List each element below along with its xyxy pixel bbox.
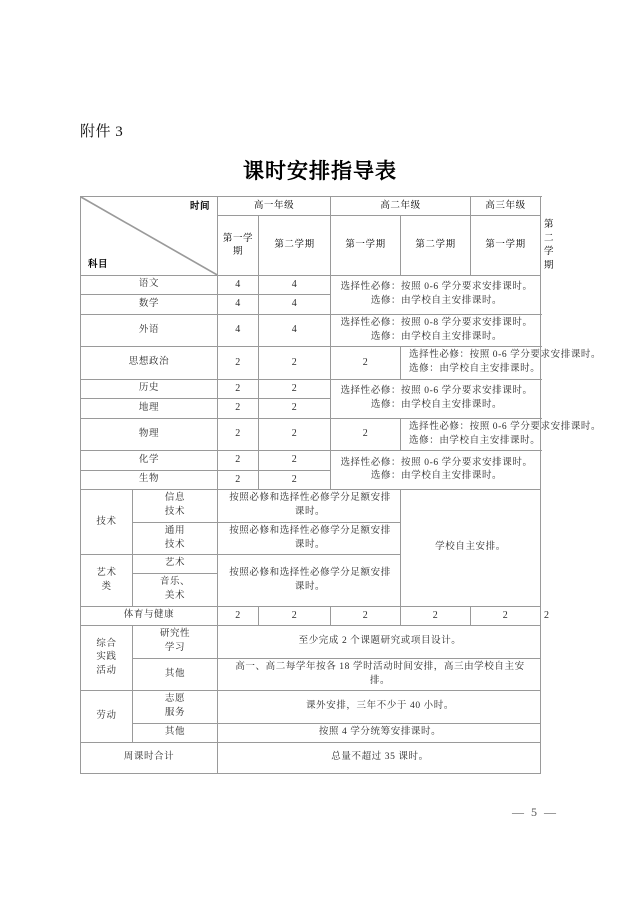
chemistry-g1t1: 2 bbox=[218, 451, 259, 471]
biology-g1t1: 2 bbox=[218, 470, 259, 490]
history-geography-note bbox=[331, 379, 541, 418]
note-line-1: 选择性必修：按照 0-6 学分要求安排课时。 bbox=[409, 350, 602, 361]
term-header-g1t2: 第二学期 bbox=[259, 215, 331, 275]
subject-math: 数学 bbox=[81, 295, 218, 315]
term-header-g3t1: 第一学期 bbox=[471, 215, 541, 275]
politics-g1t1: 2 bbox=[218, 347, 259, 380]
note-line-1: 选择性必修：按照 0-6 学分要求安排课时。 bbox=[409, 421, 602, 432]
physics-g1t1: 2 bbox=[218, 418, 259, 451]
pe-g2t2: 2 bbox=[401, 606, 471, 626]
history-g1t2: 2 bbox=[259, 379, 331, 399]
politics-note bbox=[401, 347, 602, 380]
subject-weekly-total: 周课时合计 bbox=[81, 742, 218, 773]
subject-chinese: 语文 bbox=[81, 275, 218, 295]
note-line-2: 选修：由学校自主安排课时。 bbox=[370, 331, 503, 342]
general-technology-note: 按照必修和选择性必修学分足额安排课时。 bbox=[218, 522, 401, 555]
geography-g1t2: 2 bbox=[259, 399, 331, 419]
table-row bbox=[81, 626, 541, 659]
subject-physics: 物理 bbox=[81, 418, 218, 451]
group-comprehensive-practice: 综合 实践 活动 bbox=[81, 626, 133, 691]
table-row: 体育与健康 2 2 2 2 2 2 bbox=[81, 606, 541, 626]
information-technology-note: 按照必修和选择性必修学分足额安排课时。 bbox=[218, 490, 401, 523]
chinese-math-note bbox=[331, 275, 541, 314]
biology-g1t2: 2 bbox=[259, 470, 331, 490]
table-row bbox=[81, 314, 541, 347]
pe-g3t1: 2 bbox=[471, 606, 541, 626]
note-line-2: 选修：由学校自主安排课时。 bbox=[409, 364, 541, 375]
subject-music-fineart: 音乐、 美术 bbox=[133, 574, 218, 607]
subject-foreign-language: 外语 bbox=[81, 314, 218, 347]
term-header-g2t2: 第二学期 bbox=[401, 215, 471, 275]
foreign-g1t1: 4 bbox=[218, 314, 259, 347]
note-line-2: 选修：由学校自主安排课时。 bbox=[370, 295, 503, 306]
subject-chemistry: 化学 bbox=[81, 451, 218, 471]
subject-biology: 生物 bbox=[81, 470, 218, 490]
note-line-1: 选择性必修：按照 0-6 学分要求安排课时。 bbox=[340, 386, 533, 397]
note-line-2: 选修：由学校自主安排课时。 bbox=[370, 399, 503, 410]
physics-g2t1: 2 bbox=[331, 418, 401, 451]
pe-g2t1: 2 bbox=[331, 606, 401, 626]
table-row bbox=[81, 742, 541, 773]
research-study-note: 至少完成 2 个课题研究或项目设计。 bbox=[218, 626, 541, 659]
labor-other-note: 按照 4 学分统筹安排课时。 bbox=[218, 723, 541, 742]
term-header-g2t1: 第一学期 bbox=[331, 215, 401, 275]
chinese-g1t2: 4 bbox=[259, 275, 331, 295]
group-labor: 劳动 bbox=[81, 691, 133, 742]
table-row bbox=[81, 723, 541, 742]
physics-note bbox=[401, 418, 602, 451]
foreign-g1t2: 4 bbox=[259, 314, 331, 347]
subject-physical-education: 体育与健康 bbox=[81, 606, 218, 626]
subject-volunteer-service: 志愿 服务 bbox=[133, 691, 218, 724]
subject-art: 艺术 bbox=[133, 555, 218, 574]
foreign-note bbox=[331, 314, 541, 347]
volunteer-service-note: 课外安排，三年不少于 40 小时。 bbox=[218, 691, 541, 724]
weekly-total-note: 总量不超过 35 课时。 bbox=[218, 742, 541, 773]
table-row bbox=[81, 691, 541, 724]
subject-information-technology: 信息 技术 bbox=[133, 490, 218, 523]
term-header-g1t1: 第一学期 bbox=[218, 215, 259, 275]
table-header-row-grades bbox=[81, 197, 541, 216]
chemistry-g1t2: 2 bbox=[259, 451, 331, 471]
note-line-1: 选择性必修：按照 0-6 学分要求安排课时。 bbox=[340, 457, 533, 468]
politics-g2t1: 2 bbox=[331, 347, 401, 380]
table-row bbox=[81, 347, 541, 380]
subject-research-study: 研究性 学习 bbox=[133, 626, 218, 659]
corner-header-cell bbox=[81, 197, 218, 276]
note-line-2: 选修：由学校自主安排课时。 bbox=[370, 471, 503, 482]
subject-general-technology: 通用 技术 bbox=[133, 522, 218, 555]
note-line-1: 选择性必修：按照 0-8 学分要求安排课时。 bbox=[340, 317, 533, 328]
grade-header-2: 高二年级 bbox=[331, 197, 471, 216]
subject-politics: 思想政治 bbox=[81, 347, 218, 380]
history-g1t1: 2 bbox=[218, 379, 259, 399]
subject-labor-other: 其他 bbox=[133, 723, 218, 742]
math-g1t1: 4 bbox=[218, 295, 259, 315]
geography-g1t1: 2 bbox=[218, 399, 259, 419]
corner-time-label: 时间 bbox=[190, 201, 211, 212]
chemistry-biology-note bbox=[331, 451, 541, 490]
math-g1t2: 4 bbox=[259, 295, 331, 315]
subject-comprehensive-other: 其他 bbox=[133, 658, 218, 691]
attachment-label: 附件 3 bbox=[80, 124, 124, 140]
group-arts: 艺术 类 bbox=[81, 555, 133, 606]
table-row bbox=[81, 658, 541, 691]
note-line-1: 选择性必修：按照 0-6 学分要求安排课时。 bbox=[340, 282, 533, 293]
grade-header-3: 高三年级 bbox=[471, 197, 541, 216]
chinese-g1t1: 4 bbox=[218, 275, 259, 295]
course-schedule-table bbox=[80, 196, 602, 774]
politics-g1t2: 2 bbox=[259, 347, 331, 380]
pe-g1t2: 2 bbox=[259, 606, 331, 626]
table-row bbox=[81, 418, 541, 451]
table-row bbox=[81, 490, 541, 523]
table-row bbox=[81, 379, 541, 399]
comprehensive-other-note: 高一、高二每学年按各 18 学时活动时间安排，高三由学校自主安排。 bbox=[218, 658, 541, 691]
school-arrange-note: 学校自主安排。 bbox=[401, 490, 541, 606]
subject-geography: 地理 bbox=[81, 399, 218, 419]
physics-g1t2: 2 bbox=[259, 418, 331, 451]
page-title: 课时安排指导表 bbox=[243, 159, 397, 183]
grade-header-1: 高一年级 bbox=[218, 197, 331, 216]
page-number-footer: — 5 — bbox=[512, 805, 558, 819]
subject-history: 历史 bbox=[81, 379, 218, 399]
table-row bbox=[81, 275, 541, 295]
table-header-row-terms: 第一学期 第二学期 第一学期 第二学期 第一学期 第二学期 bbox=[81, 215, 541, 275]
pe-g1t1: 2 bbox=[218, 606, 259, 626]
group-technology: 技术 bbox=[81, 490, 133, 555]
note-line-2: 选修：由学校自主安排课时。 bbox=[409, 435, 541, 446]
arts-note: 按照必修和选择性必修学分足额安排课时。 bbox=[218, 555, 401, 606]
corner-subject-label: 科目 bbox=[88, 259, 109, 271]
table-row bbox=[81, 451, 541, 471]
